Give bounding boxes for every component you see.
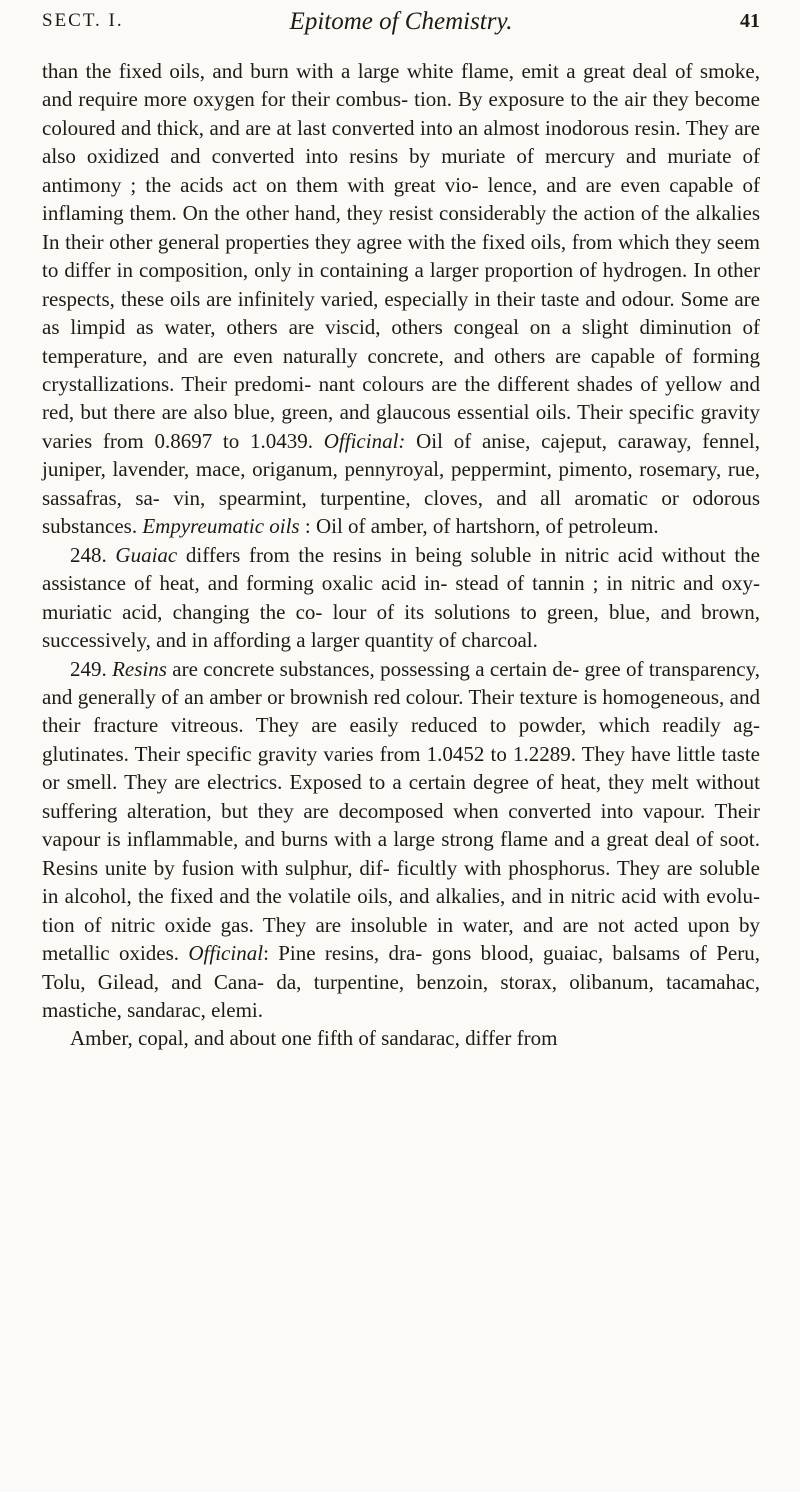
italic-term-officinal: Officinal bbox=[188, 941, 264, 966]
italic-term-guaiac: Guaiac bbox=[115, 542, 178, 567]
italic-term-empyreumatic: Empyreumatic oils bbox=[142, 514, 300, 539]
section-label: SECT. I. bbox=[42, 10, 124, 31]
italic-term-officinal: Officinal: bbox=[323, 428, 406, 453]
text-run: : Pine resins, dra- gons blood, guaiac, balsams of Peru, Tolu, Gilead, and Cana- da, turpentine, benzoin, storax, olibanum, tacamahac, mastiche, sandarac, elemi. bbox=[42, 941, 760, 1022]
paragraph-248-guaiac bbox=[42, 541, 760, 655]
text-run: Amber, copal, and about one fifth of sandarac, differ from bbox=[70, 1026, 558, 1051]
running-title: Epitome of Chemistry. bbox=[289, 8, 513, 35]
paragraph-number: 248. bbox=[70, 542, 116, 567]
text-run: differs from the resins in being soluble in nitric acid without the assistance of heat, and forming oxalic acid in- stead of tannin ; in nitric and oxy-muriatic acid, changing the co- lour of its solutions to green, blue, and brown, successively, and in affording a larger quantity of charcoal. bbox=[42, 542, 760, 653]
paragraph-249-resins bbox=[42, 655, 760, 1025]
text-run: than the fixed oils, and burn with a large white flame, emit a great deal of smoke, and require more oxygen for their combus- tion. By exposure to the air they become coloured and thick, and are at last converted into an almost inodorous resin. They are also oxidized and converted into resins by muriate of mercury and muriate of antimony ; the acids act on them with great vio- lence, and are even capable of inflaming them. On the other hand, they resist considerably the action of the alkalies In their other general properties they agree with the fixed oils, from which they seem to differ in composition, only in containing a larger proportion of hydrogen. In other respects, these oils are infinitely varied, especially in their taste and odour. Some are as limpid as water, others are viscid, others congeal on a slight diminution of temperature, and are even naturally concrete, and others are capable of forming crystallizations. Their predomi- nant colours are the different shades of yellow and red, but there are also blue, green, and glaucous essential oils. Their specific gravity varies from 0.8697 to 1.0439. bbox=[42, 59, 760, 453]
paragraph-essential-oils bbox=[42, 57, 760, 541]
italic-term-resins: Resins bbox=[112, 656, 167, 681]
body-text bbox=[42, 57, 760, 1053]
text-run: are concrete substances, possessing a certain de- gree of transparency, and generally of an amber or brownish red colour. Their texture is homogeneous, and their fracture vitreous. They are easily reduced to powder, which readily ag- glutinates. Their specific gravity varies from 1.0452 to 1.2289. They have little taste or smell. They are electrics. Exposed to a certain degree of heat, they melt without suffering alteration, but they are decomposed when converted into vapour. Their vapour is inflammable, and burns with a large strong flame and a great deal of soot. Resins unite by fusion with sulphur, dif- ficultly with phosphorus. They are soluble in alcohol, the fixed and the volatile oils, and alkalies, and in nitric acid with evolu- tion of nitric oxide gas. They are insoluble in water, and are not acted upon by metallic oxides. bbox=[42, 656, 760, 966]
paragraph-number: 249. bbox=[70, 656, 113, 681]
running-head bbox=[42, 8, 760, 42]
text-run: Oil of anise, cajeput, caraway, fennel, juniper, lavender, mace, origanum, pennyroyal, peppermint, pimento, rosemary, rue, sassafras, sa- vin, spearmint, turpentine, cloves, and all aromatic or odorous substances. bbox=[42, 428, 761, 539]
paragraph-amber bbox=[42, 1024, 760, 1052]
page-number: 41 bbox=[740, 10, 760, 32]
text-run: : Oil of amber, of hartshorn, of petroleum. bbox=[299, 514, 659, 539]
